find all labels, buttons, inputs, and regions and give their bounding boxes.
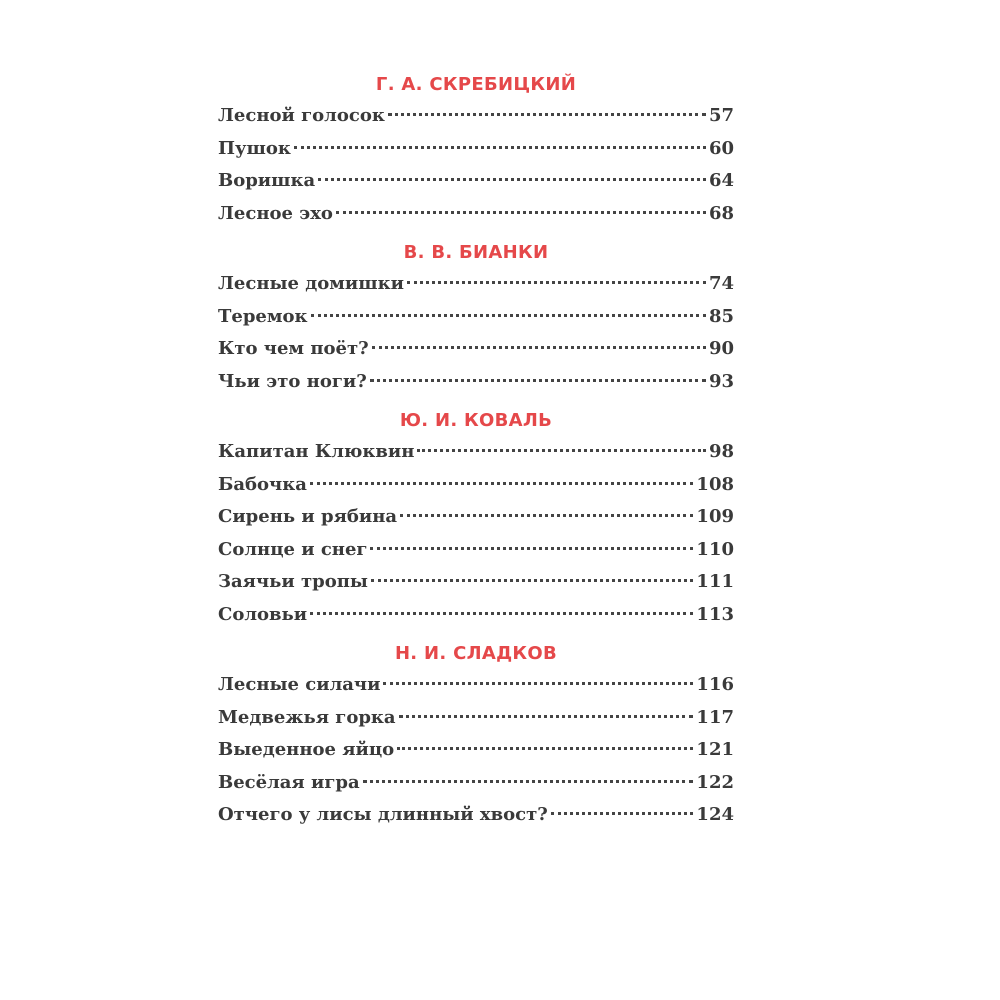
toc-entry <box>218 333 734 366</box>
toc-entry <box>218 734 734 767</box>
section-author-heading: Г. А. СКРЕБИЦКИЙ <box>375 74 577 95</box>
entry-page-number: 74 <box>708 273 734 294</box>
dot-leader <box>336 211 706 214</box>
entry-page-number: 57 <box>708 105 734 126</box>
entry-title: Капитан Клюквин <box>218 441 415 462</box>
entry-page-number: 90 <box>708 338 734 359</box>
entry-title: Сирень и рябина <box>218 506 398 527</box>
dot-leader <box>388 113 706 116</box>
toc-entry <box>218 767 734 800</box>
toc-entry <box>218 566 734 599</box>
entry-page-number: 117 <box>696 706 734 728</box>
toc-entry <box>218 165 734 198</box>
toc-entry <box>218 366 734 399</box>
table-of-contents <box>218 70 734 840</box>
entry-page-number: 60 <box>708 137 734 159</box>
entry-title: Воришка <box>218 170 316 191</box>
toc-entry <box>218 501 734 534</box>
section-author-heading: Ю. И. КОВАЛЬ <box>399 410 553 431</box>
dot-leader <box>318 178 706 181</box>
toc-entry <box>218 702 734 735</box>
toc-entry <box>218 268 734 301</box>
toc-section-skrebitsky <box>218 70 734 230</box>
toc-entry <box>218 198 734 231</box>
dot-leader <box>417 449 706 452</box>
entry-title: Пушок <box>218 137 291 159</box>
entry-title: Бабочка <box>218 473 307 495</box>
entry-title: Медвежья горка <box>218 706 396 728</box>
toc-entry <box>218 436 734 469</box>
entry-page-number: 108 <box>696 473 734 495</box>
dot-leader <box>310 612 693 615</box>
toc-entry <box>218 669 734 702</box>
entry-title: Лесной голосок <box>218 105 385 126</box>
entry-title: Выеденное яйцо <box>218 739 395 760</box>
entry-page-number: 116 <box>696 674 734 695</box>
entry-page-number: 98 <box>708 441 734 462</box>
dot-leader <box>551 812 694 815</box>
entry-page-number: 109 <box>696 506 734 527</box>
dot-leader <box>399 715 694 718</box>
dot-leader <box>294 146 706 149</box>
dot-leader <box>397 747 693 750</box>
dot-leader <box>407 281 706 284</box>
entry-page-number: 64 <box>708 170 734 191</box>
toc-section-bianki <box>218 238 734 398</box>
toc-entry <box>218 301 734 334</box>
entry-page-number: 93 <box>708 370 734 392</box>
dot-leader <box>370 547 693 550</box>
entry-title: Кто чем поёт? <box>218 338 369 359</box>
entry-title: Весёлая игра <box>218 771 360 793</box>
dot-leader <box>370 379 706 382</box>
dot-leader <box>400 514 693 517</box>
entry-title: Лесные силачи <box>218 674 381 695</box>
entry-page-number: 122 <box>696 771 734 793</box>
entry-title: Чьи это ноги? <box>218 370 367 392</box>
toc-entry <box>218 534 734 567</box>
entry-title: Лесное эхо <box>218 202 333 224</box>
entry-title: Отчего у лисы длинный хвост? <box>218 804 548 825</box>
entry-page-number: 85 <box>708 305 734 327</box>
entry-page-number: 111 <box>696 571 734 592</box>
dot-leader <box>383 682 693 685</box>
toc-section-koval <box>218 406 734 631</box>
toc-section-sladkov <box>218 639 734 832</box>
entry-page-number: 110 <box>696 538 734 560</box>
entry-page-number: 113 <box>696 603 734 625</box>
section-author-heading: В. В. БИАНКИ <box>403 242 549 263</box>
section-author-heading: Н. И. СЛАДКОВ <box>394 643 558 664</box>
entry-title: Солнце и снег <box>218 538 368 560</box>
dot-leader <box>310 482 694 485</box>
dot-leader <box>371 579 694 582</box>
entry-page-number: 124 <box>696 804 734 825</box>
entry-title: Заячьи тропы <box>218 571 368 592</box>
toc-entry <box>218 100 734 133</box>
toc-entry <box>218 133 734 166</box>
entry-title: Лесные домишки <box>218 273 404 294</box>
entry-page-number: 68 <box>708 202 734 224</box>
toc-entry <box>218 799 734 832</box>
toc-entry <box>218 599 734 632</box>
dot-leader <box>311 314 706 317</box>
entry-title: Соловьи <box>218 603 308 625</box>
entry-page-number: 121 <box>696 739 734 760</box>
dot-leader <box>363 780 694 783</box>
dot-leader <box>372 346 706 349</box>
toc-entry <box>218 469 734 502</box>
entry-title: Теремок <box>218 305 308 327</box>
